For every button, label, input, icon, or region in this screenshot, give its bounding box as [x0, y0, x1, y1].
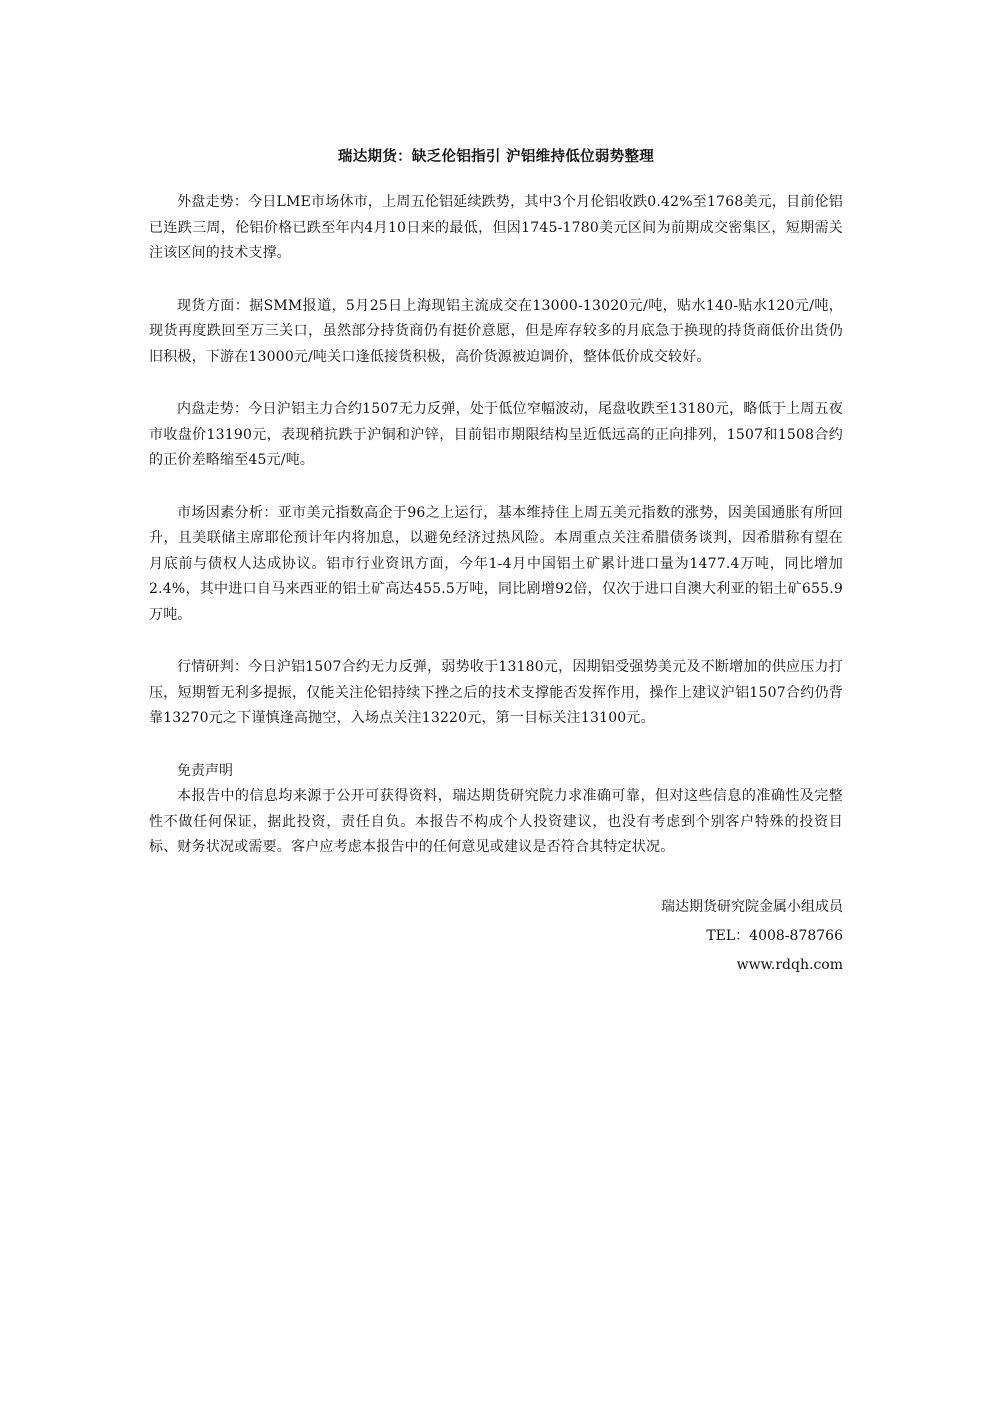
paragraph-domestic-market: 内盘走势：今日沪铝主力合约1507无力反弹，处于低位窄幅波动，尾盘收跌至13180元，略低于上周五夜市收盘价13190元，表现稍抗跌于沪铜和沪锌，目前铝市期限结构呈近低远高的正向排列，1507和1508合约的正价差略缩至45元/吨。 — [149, 401, 843, 468]
document-page — [149, 146, 843, 980]
signature-org: 瑞达期货研究院金属小组成员 — [661, 898, 843, 915]
signature-block — [149, 893, 843, 980]
signature-website: www.rdqh.com — [736, 956, 843, 973]
paragraph-market-factors: 市场因素分析：亚市美元指数高企于96之上运行，基本维持住上周五美元指数的涨势，因美国通胀有所回升，且美联储主席耶伦预计年内将加息，以避免经济过热风险。本周重点关注希腊债务谈判，因希腊称有望在月底前与债权人达成协议。铝市行业资讯方面，今年1-4月中国铝土矿累计进口量为1477.4万吨，同比增加2.4%，其中进口自马来西亚的铝土矿高达455.5万吨，同比剧增92倍，仅次于进口自澳大利亚的铝土矿655.9万吨。 — [149, 504, 843, 623]
paragraph-overseas-market: 外盘走势：今日LME市场休市，上周五伦铝延续跌势，其中3个月伦铝收跌0.42%至1768美元，目前伦铝已连跌三周，伦铝价格已跌至年内4月10日来的最低，但因1745-1780美元区间为前期成交密集区，短期需关注该区间的技术支撑。 — [149, 194, 843, 261]
signature-tel: TEL：4008-878766 — [706, 927, 843, 944]
document-title: 瑞达期货：缺乏伦铝指引 沪铝维持低位弱势整理 — [337, 149, 655, 165]
disclaimer-body: 本报告中的信息均来源于公开可获得资料，瑞达期货研究院力求准确可靠，但对这些信息的准确性及完整性不做任何保证，据此投资，责任自负。本报告不构成个人投资建议，也没有考虑到个别客户特殊的投资目标、财务状况或需要。客户应考虑本报告中的任何意见或建议是否符合其特定状况。 — [149, 788, 843, 855]
disclaimer-heading: 免责声明 — [177, 762, 233, 779]
paragraph-spot-market: 现货方面：据SMM报道，5月25日上海现铝主流成交在13000-13020元/吨，贴水140-贴水120元/吨，现货再度跌回至万三关口，虽然部分持货商仍有挺价意愿，但是库存较多的月底急于换现的持货商低价出货仍旧积极，下游在13000元/吨关口逢低接货积极，高价货源被迫调价，整体低价成交较好。 — [149, 297, 843, 365]
paragraph-outlook: 行情研判：今日沪铝1507合约无力反弹，弱势收于13180元，因期铝受强势美元及不断增加的供应压力打压，短期暂无利多提振，仅能关注伦铝持续下挫之后的技术支撑能否发挥作用，操作上建议沪铝1507合约仍背靠13270元之下谨慎逢高抛空，入场点关注13220元，第一目标关注13100元。 — [149, 659, 843, 726]
